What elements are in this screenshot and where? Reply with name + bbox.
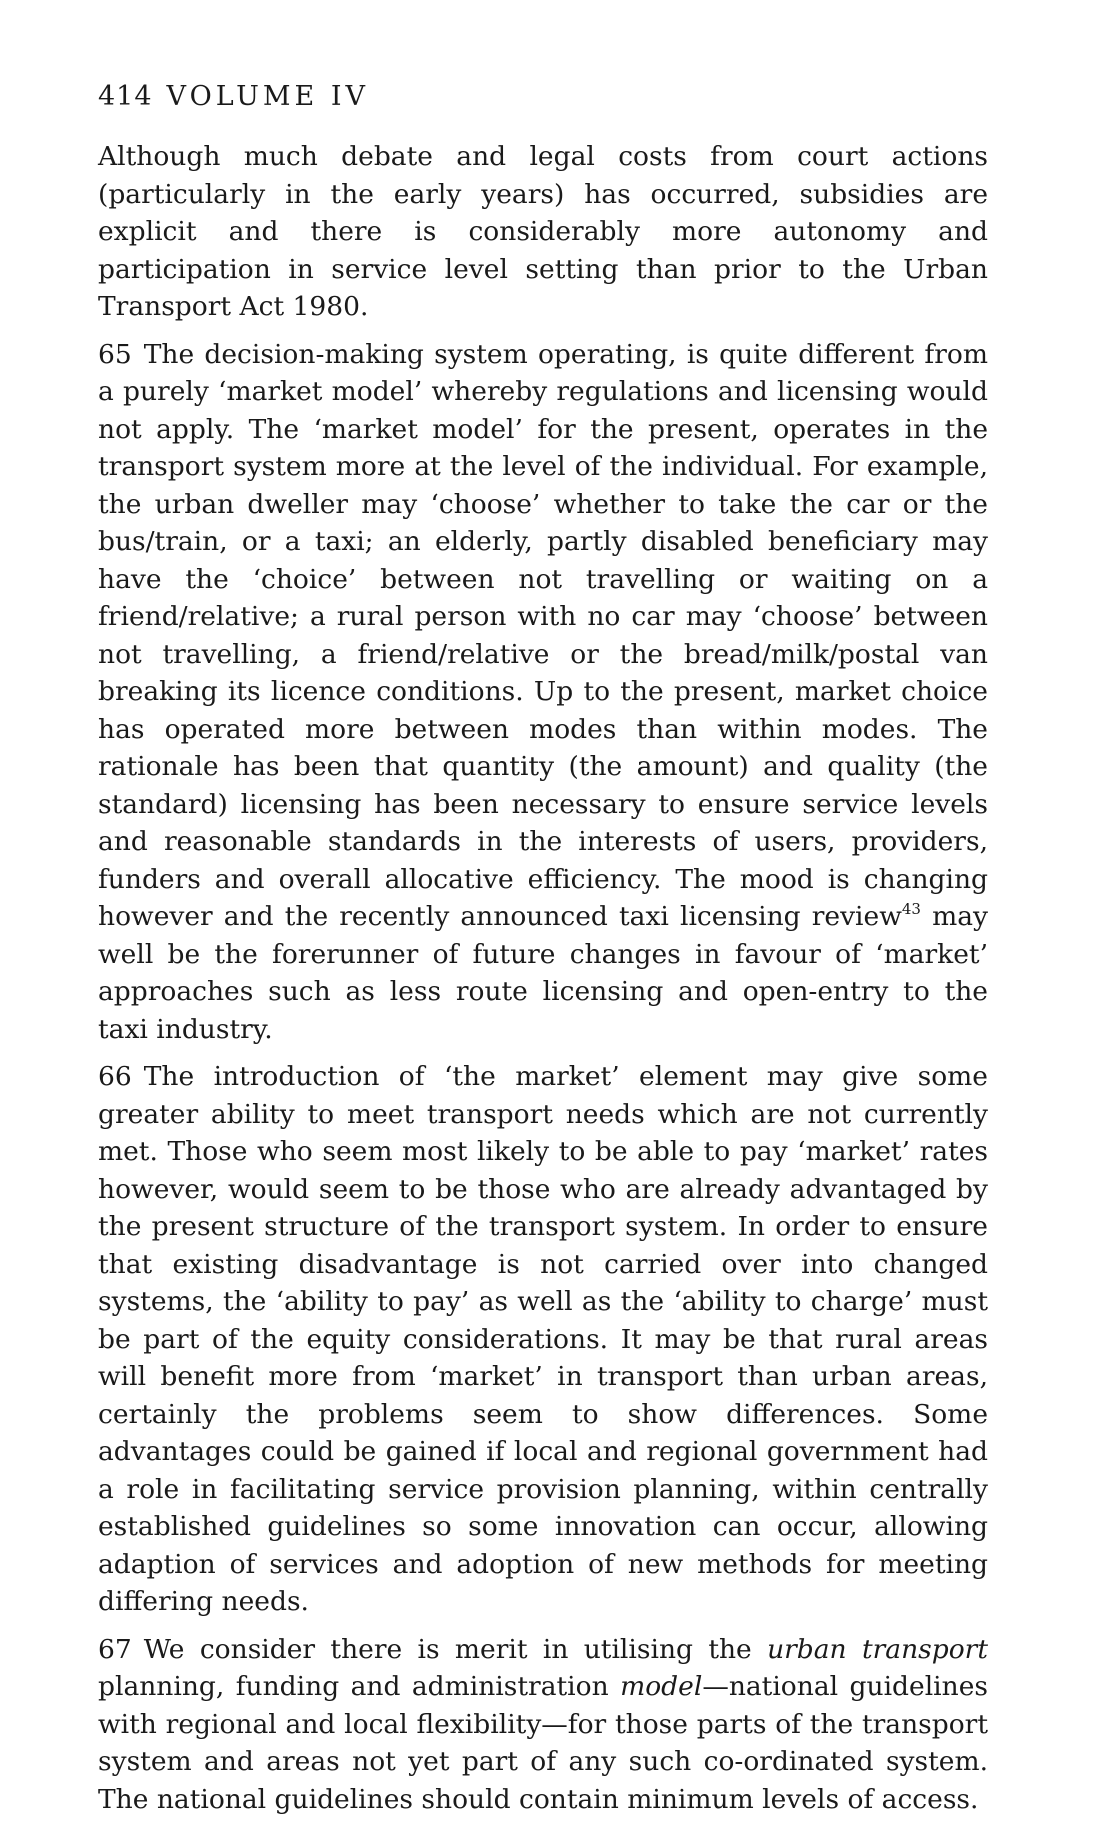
footnote-ref: 43 [901, 900, 921, 918]
text-segment: The introduction of ‘the market’ element may give some greater ability to meet transport needs which are not currently met. Those who seem most likely to be able to pay ‘market’ rates however, would seem to be those who are already advantaged by the present structure of the transport system. In order to ensure that existing disadvantage is not carried over into changed systems, the ‘ability to pay’ as well as the ‘ability to charge’ must be part of the equity considerations. It may be that rural areas will benefit more from ‘market’ in transport than urban areas, certainly the problems seem to show differences. Some advantages could be gained if local and regional government had a role in facilitating service provision planning, within centrally established guidelines so some innovation can occur, allowing adaption of services and adoption of new methods for meeting differing needs. [98, 1061, 988, 1617]
text-segment: Although much debate and legal costs from court actions (particularly in the early years) has occurred, subsidies are explicit and there is considerably more autonomy and participation in service level setting than prior to the Urban Transport Act 1980. [98, 141, 988, 322]
text-segment: We consider there is merit in utilising the [143, 1633, 768, 1665]
text-segment: planning, funding and administration [98, 1671, 621, 1702]
paragraph-number: 65 [98, 338, 132, 370]
paragraph [98, 1058, 988, 1621]
running-head-title: VOLUME IV [166, 81, 370, 112]
paragraph [98, 1631, 988, 1819]
text-segment: —national guidelines with regional and local flexibility—for those parts of the transport system and areas not yet part of any such co-ordinated system. The national guidelines should contain minimum levels of access. [98, 1671, 988, 1815]
body-text [98, 138, 988, 1818]
text-segment: may well be the forerunner of future changes in favour of ‘market’ approaches such as less route licensing and open-entry to the taxi industry. [98, 901, 988, 1045]
paragraph-number: 66 [98, 1061, 132, 1092]
document-page [98, 80, 988, 1828]
text-segment: The decision-making system operating, is quite different from a purely ‘market model’ whereby regulations and licensing would not apply. The ‘market model’ for the present, operates in the transport system more at the level of the individual. For example, the urban dweller may ‘choose’ whether to take the car or the bus/train, or a taxi; an elderly, partly disabled beneficiary may have the ‘choice’ between not travelling or waiting on a friend/relative; a rural person with no car may ‘choose’ between not travelling, a friend/relative or the bread/milk/postal van breaking its licence conditions. Up to the present, market choice has operated more between modes than within modes. The rationale has been that quantity (the amount) and quality (the standard) licensing has been necessary to ensure service levels and reasonable standards in the interests of users, providers, funders and overall allocative efficiency. The mood is changing however and the recently announced taxi licensing review [98, 338, 988, 932]
running-head [98, 80, 988, 114]
paragraph [98, 138, 988, 326]
paragraph-number: 67 [98, 1633, 132, 1665]
paragraph [98, 336, 988, 1049]
italic-text: model [620, 1671, 703, 1702]
page-number: 414 [98, 81, 153, 112]
italic-text: urban transport [767, 1633, 988, 1665]
